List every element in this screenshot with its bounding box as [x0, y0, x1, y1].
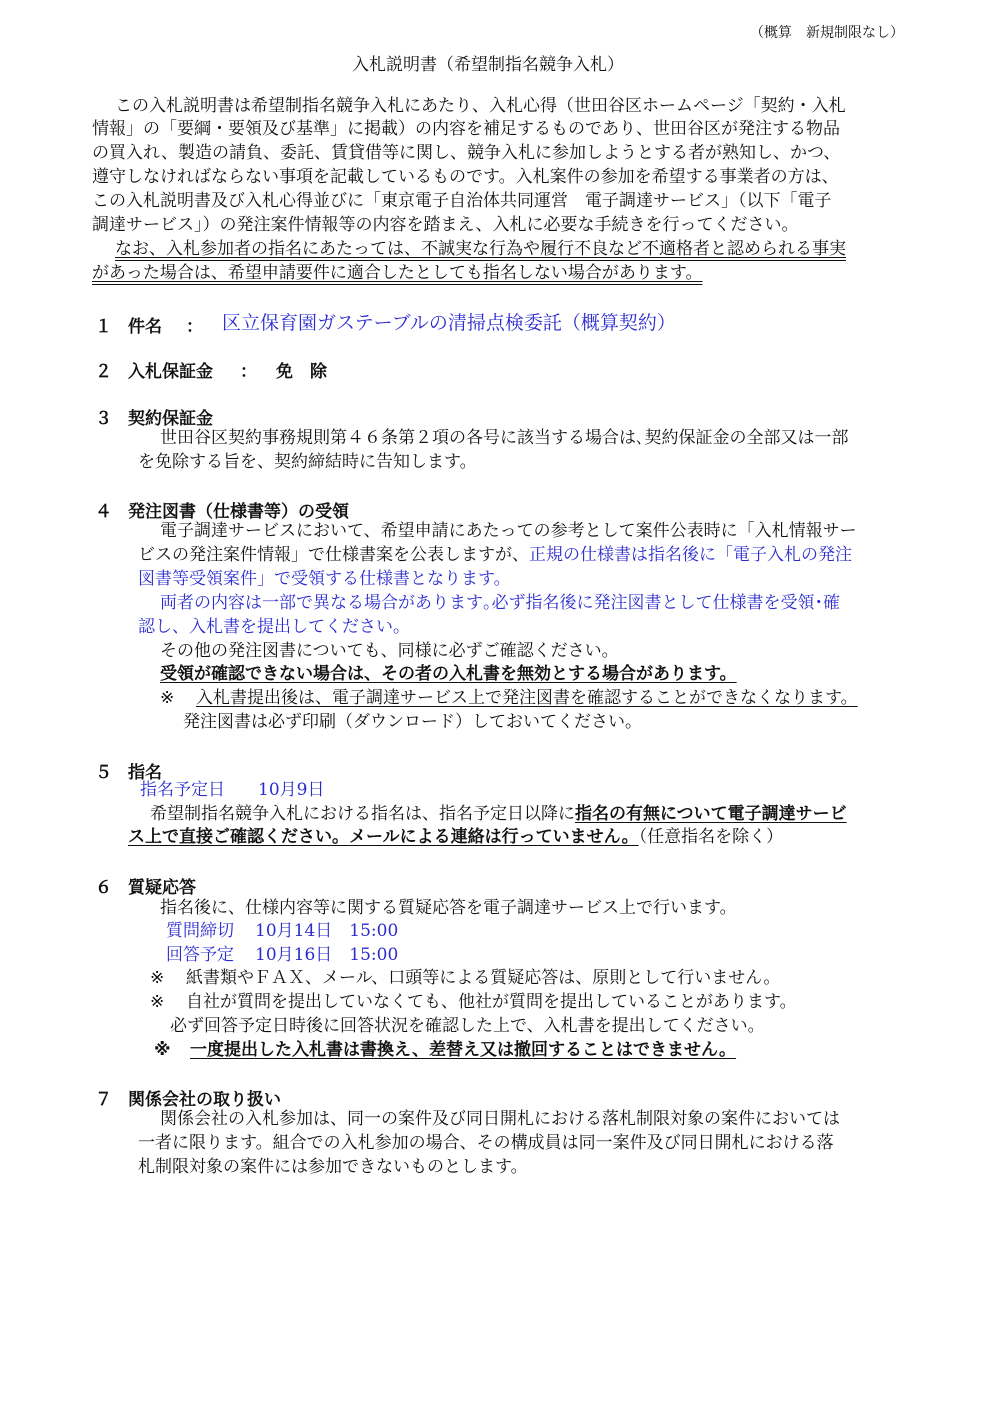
question-deadline-label: 質問締切: [166, 921, 234, 941]
section-2-colon: ：: [240, 362, 257, 382]
section-4-line-highlight: 正規の仕様書は指名後に「電子入札の発注: [529, 545, 852, 565]
note-mark: ※: [160, 688, 175, 708]
note-mark: ※: [150, 968, 165, 988]
section-3-number: ３: [95, 409, 112, 429]
section-4-label: 発注図書（仕様書等）の受領: [128, 502, 349, 522]
bid-deposit-value: 免 除: [276, 362, 327, 382]
intro-warning-line: なお、入札参加者の指名にあたっては、不誠実な行為や履行不良など不適格者と認められる事実: [115, 239, 846, 259]
section-6-label: 質疑応答: [128, 878, 196, 898]
section-5-line-emphasis: 指名の有無について電子調達サービ: [575, 804, 847, 824]
section-1-number: １: [95, 317, 112, 337]
question-deadline-value: 10月14日 15:00: [255, 921, 399, 941]
section-5-line: [128, 826, 783, 848]
section-6-line: 指名後に、仕様内容等に関する質疑応答を電子調達サービス上で行います。: [160, 898, 737, 918]
section-5-line-text: （任意指名を除く）: [638, 827, 784, 847]
section-6-warning: 一度提出した入札書は書換え、差替え又は撤回することはできません。: [190, 1040, 737, 1060]
section-4-note: 入札書提出後は、電子調達サービス上で発注図書を確認することができなくなります。: [196, 688, 858, 708]
section-7-line: 一者に限ります。組合での入札参加の場合、その構成員は同一案件及び同日開札における落: [138, 1133, 834, 1153]
section-4-line-text: ビスの発注案件情報」で仕様書案を公表しますが、: [138, 545, 529, 565]
section-5-number: ５: [95, 763, 112, 783]
section-4-line: 図書等受領案件」で受領する仕様書となります。: [138, 569, 511, 589]
page-title: 入札説明書（希望制指名競争入札）: [352, 55, 624, 75]
section-6-number: ６: [95, 878, 112, 898]
project-name: 区立保育園ガステーブルの清掃点検委託（概算契約）: [222, 312, 676, 334]
answer-date-value: 10月16日 15:00: [255, 945, 399, 965]
nomination-date-label: 指名予定日: [140, 780, 225, 800]
nomination-date-value: 10月9日: [258, 780, 325, 800]
note-mark: ※: [150, 992, 165, 1012]
section-4-line: [138, 544, 852, 566]
section-7-line: 札制限対象の案件には参加できないものとします。: [138, 1157, 528, 1177]
section-7-number: ７: [95, 1090, 112, 1110]
intro-line: 遵守しなければならない事項を記載しているものです。入札案件の参加を希望する事業者の方は、: [92, 167, 839, 187]
section-5-line-emphasis: ス上で直接ご確認ください。メールによる連絡は行っていません。: [128, 827, 639, 847]
section-7-label: 関係会社の取り扱い: [128, 1090, 281, 1110]
intro-line: この入札説明書及び入札心得並びに「東京電子自治体共同運営 電子調達サービス」（以下「電子: [92, 191, 832, 211]
section-1-colon: ：: [186, 317, 203, 337]
answer-date-label: 回答予定: [166, 945, 234, 965]
section-4-number: ４: [95, 502, 112, 522]
section-3-line: 世田谷区契約事務規則第４６条第２項の各号に該当する場合は､契約保証金の全部又は一部: [160, 428, 849, 448]
section-4-line: 認し、入札書を提出してください。: [138, 617, 410, 637]
section-4-line: 電子調達サービスにおいて、希望申請にあたっての参考として案件公表時に「入札情報サー: [160, 521, 857, 541]
section-1-label: 件名: [128, 317, 162, 337]
section-4-line: 両者の内容は一部で異なる場合があります｡必ず指名後に発注図書として仕様書を受領･確: [160, 593, 840, 613]
note-mark: ※: [154, 1040, 171, 1060]
intro-warning-line: があった場合は、希望申請要件に適合したとしても指名しない場合があります。: [92, 263, 703, 283]
section-5-line-text: 希望制指名競争入札における指名は、指名予定日以降に: [150, 804, 575, 824]
section-2-label: 入札保証金: [128, 362, 213, 382]
section-2-number: ２: [95, 362, 112, 382]
intro-line: 調達サービス」）の発注案件情報等の内容を踏まえ、入札に必要な手続きを行ってください。: [92, 215, 799, 235]
section-4-line: その他の発注図書についても、同様に必ずご確認ください。: [160, 641, 619, 661]
section-6-note: 紙書類やＦＡＸ、メール、口頭等による質疑応答は、原則として行いません。: [186, 968, 781, 988]
section-7-line: 関係会社の入札参加は、同一の案件及び同日開札における落札制限対象の案件においては: [160, 1109, 840, 1129]
section-5-label: 指名: [128, 763, 162, 783]
section-4-warning: 受領が確認できない場合は、その者の入札書を無効とする場合があります。: [160, 664, 737, 684]
section-6-note: 必ず回答予定日時後に回答状況を確認した上で、入札書を提出してください。: [170, 1016, 765, 1036]
section-4-note: 発注図書は必ず印刷（ダウンロード）しておいてください。: [183, 712, 642, 732]
intro-line: 情報」の「要綱・要領及び基準」に掲載）の内容を補足するものであり、世田谷区が発注する物品: [92, 119, 840, 139]
intro-line: この入札説明書は希望制指名競争入札にあたり、入札心得（世田谷区ホームページ「契約・入札: [115, 96, 846, 116]
section-6-note: 自社が質問を提出していなくても、他社が質問を提出していることがあります。: [186, 992, 797, 1012]
header-note: （概算 新規制限なし）: [750, 25, 904, 41]
section-3-line: を免除する旨を、契約締結時に告知します。: [138, 452, 477, 472]
intro-line: の買入れ、製造の請負、委託、賃貸借等に関し、競争入札に参加しようとする者が熟知し、かつ、: [92, 143, 841, 163]
section-5-line: [150, 803, 847, 825]
section-3-label: 契約保証金: [128, 409, 213, 429]
